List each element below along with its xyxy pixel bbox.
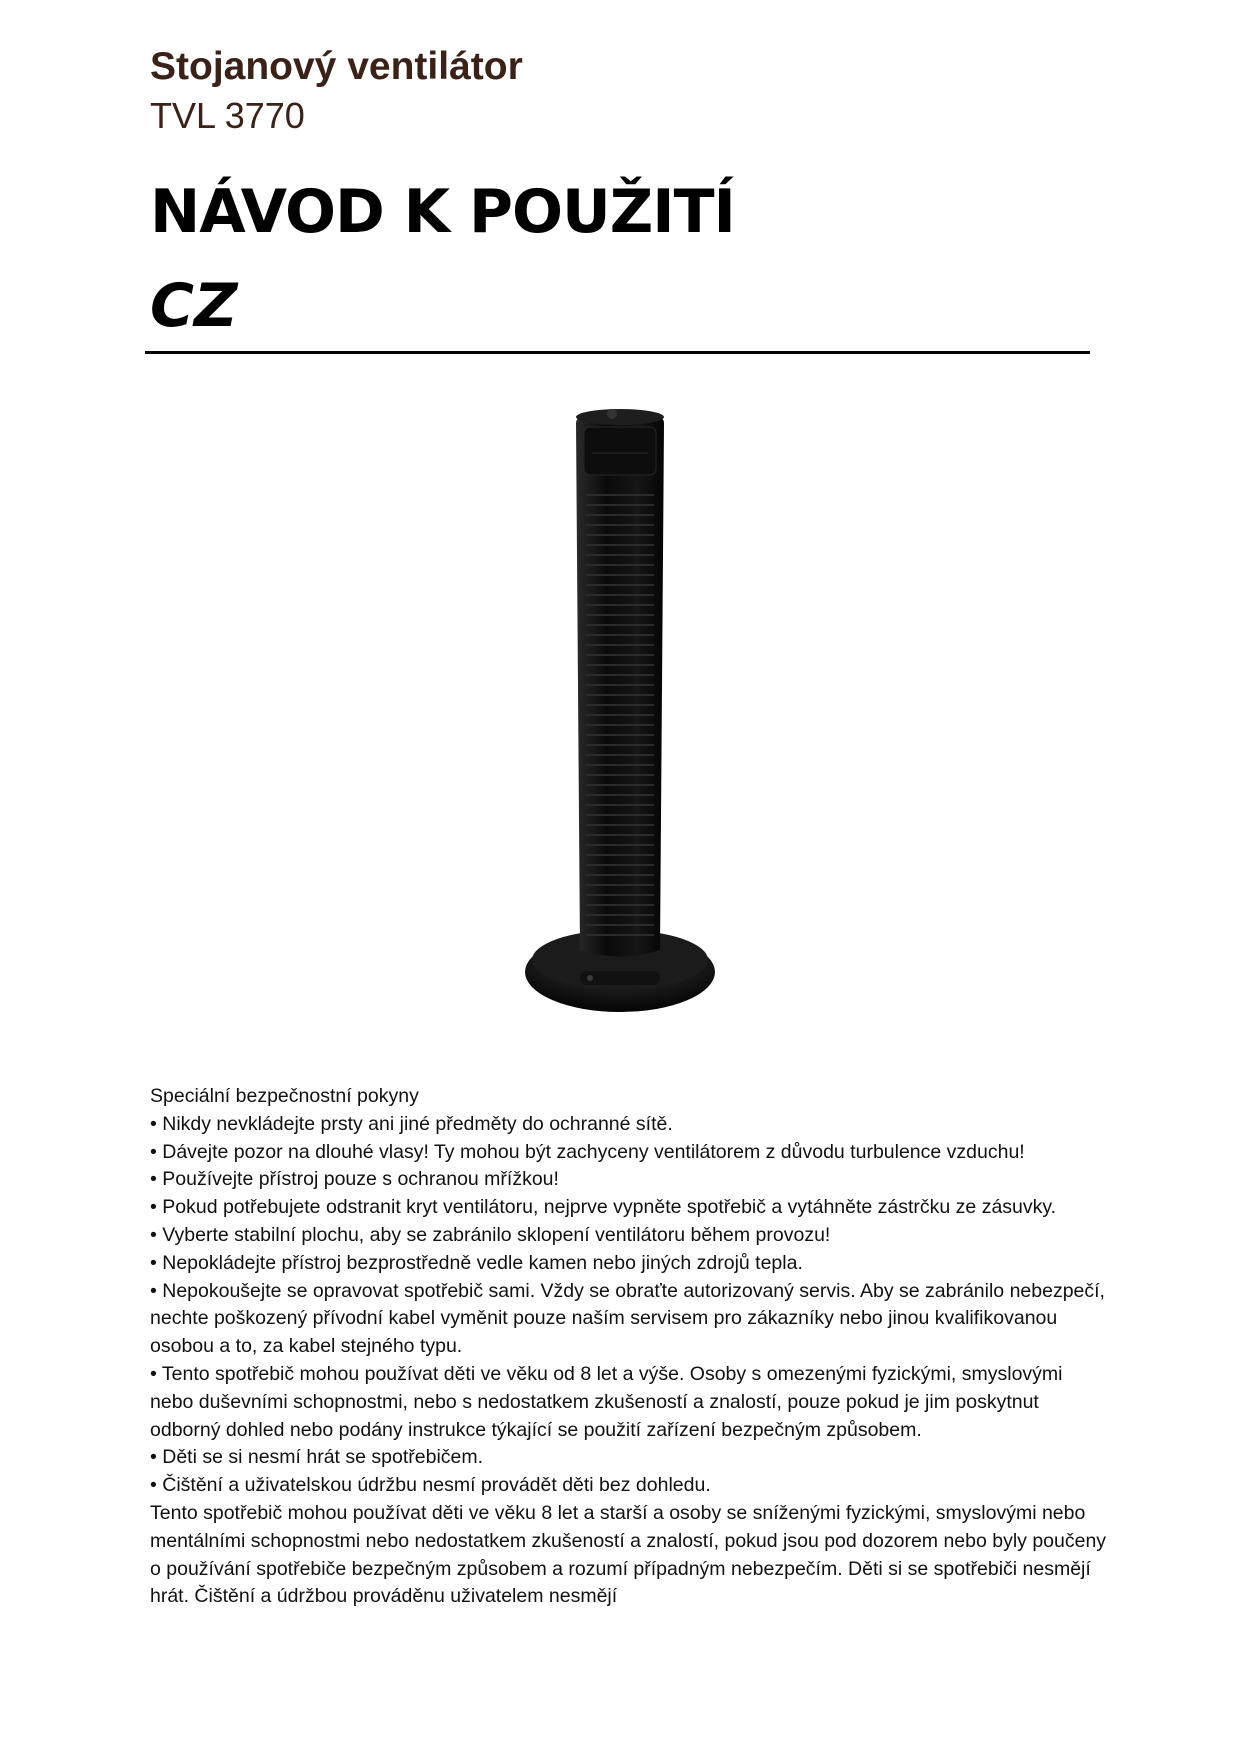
safety-item: • Děti se si nesmí hrát se spotřebičem. [150, 1446, 484, 1469]
safety-paragraph: Tento spotřebič mohou používat děti ve věku 8 let a starší a osoby se sníženými fyzickými, smyslovými nebo mentálními schopnostmi nebo nedostatkem zkušeností a znalostí, pokud jsou pod dozorem nebo byly poučeny o používání spotřebiče bezpečným způsobem a rozumí případným nebezpečím. Děti si se spotřebiči nesmějí hrát. Čištění a údržbou prováděnu uživatelem nesmějí [150, 1501, 1107, 1608]
heading-divider [145, 351, 1090, 354]
product-title: Stojanový ventilátor [150, 45, 523, 88]
safety-item: • Dávejte pozor na dlouhé vlasy! Ty mohou být zachyceny ventilátorem z důvodu turbulence vzduchu! [150, 1140, 1025, 1163]
document-heading: NÁVOD K POUŽITÍ [150, 177, 735, 247]
safety-item: • Pokud potřebujete odstranit kryt ventilátoru, nejprve vypněte spotřebič a vytáhněte zástrčku ze zásuvky. [150, 1196, 1057, 1219]
tower-fan-image [520, 405, 720, 1025]
safety-item: • Nikdy nevkládejte prsty ani jiné předměty do ochranné sítě. [150, 1112, 673, 1135]
safety-item: • Čištění a uživatelskou údržbu nesmí provádět děti bez dohledu. [150, 1474, 711, 1497]
safety-instructions [150, 1083, 1110, 1611]
safety-item: • Nepokládejte přístroj bezprostředně vedle kamen nebo jiných zdrojů tepla. [150, 1251, 803, 1274]
safety-item: • Nepokoušejte se opravovat spotřebič sami. Vždy se obraťte autorizovaný servis. Aby se zabránilo nebezpečí, nechte poškozený přívodní kabel vyměnit pouze naším servisem pro zákazníky nebo jinou kvalifikovanou osobou a to, za kabel stejného typu. [150, 1279, 1105, 1358]
safety-heading: Speciální bezpečnostní pokyny [150, 1085, 419, 1107]
safety-item: • Používejte přístroj pouze s ochranou mřížkou! [150, 1168, 559, 1191]
product-model: TVL 3770 [150, 95, 305, 136]
safety-item: • Vyberte stabilní plochu, aby se zabránilo sklopení ventilátoru během provozu! [150, 1223, 831, 1246]
language-code: CZ [150, 271, 238, 341]
safety-item: • Tento spotřebič mohou používat děti ve věku od 8 let a výše. Osoby s omezenými fyzickými, smyslovými nebo duševními schopnostmi, nebo s nedostatkem zkušeností a znalostí, pouze pokud je jim poskytnut odborný dohled nebo podány instrukce týkající se použití zařízení bezpečným způsobem. [150, 1362, 1063, 1441]
